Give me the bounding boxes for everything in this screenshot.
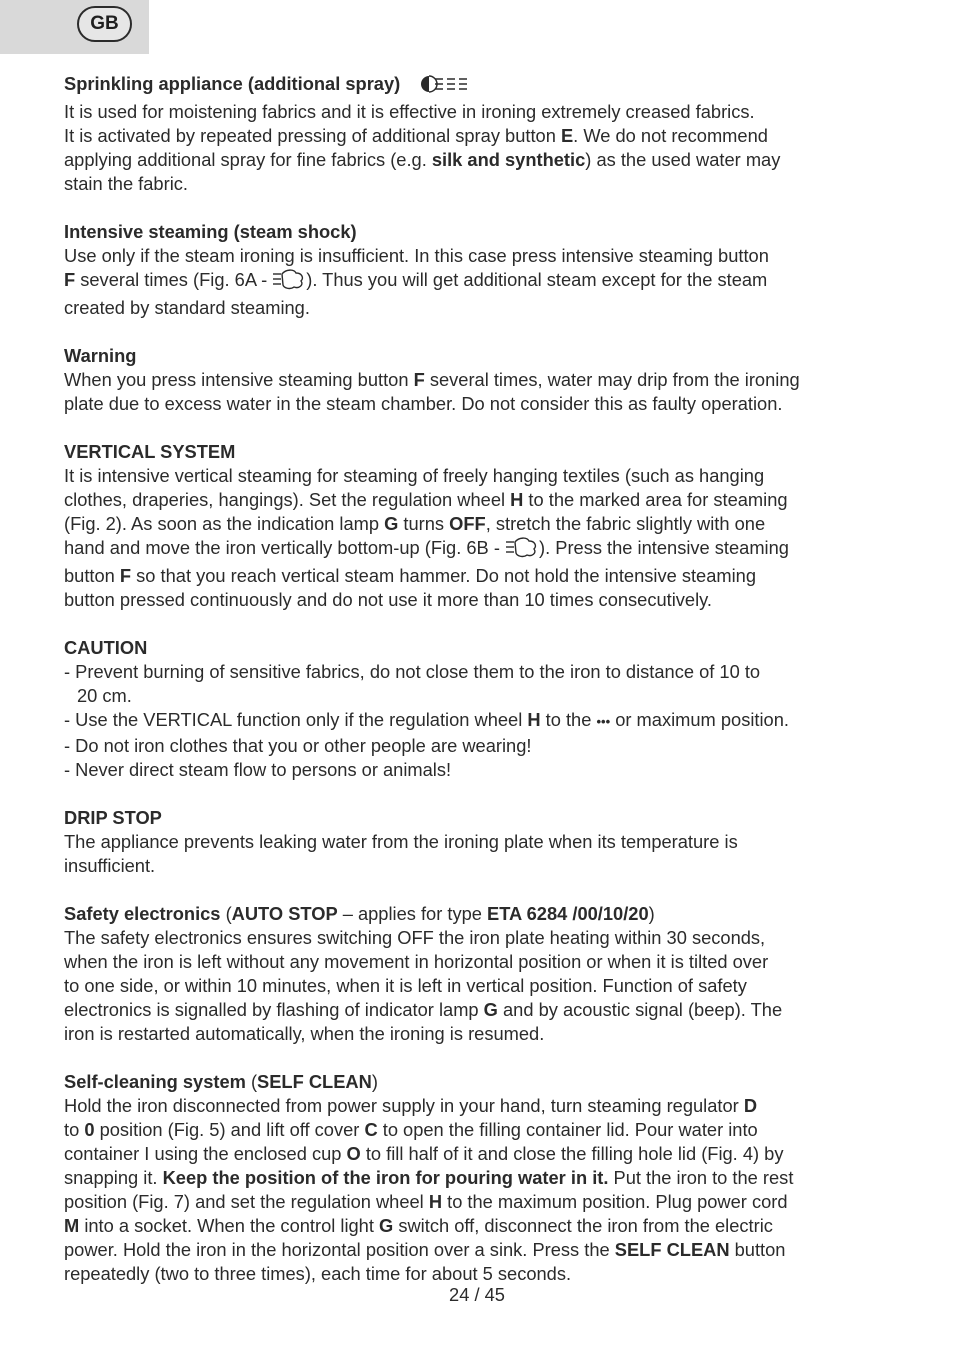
vertical-steam-icon bbox=[505, 536, 539, 564]
section-additional-spray bbox=[64, 72, 894, 196]
section-caution bbox=[64, 636, 894, 782]
body-line: applying additional spray for fine fabrics (e.g. silk and synthetic) as the used water may bbox=[64, 149, 781, 170]
body-line: It is used for moistening fabrics and it is effective in ironing extremely creased fabrics. bbox=[64, 101, 755, 122]
body-line: button pressed continuously and do not use it more than 10 times consecutively. bbox=[64, 589, 713, 610]
body-line: The safety electronics ensures switching OFF the iron plate heating within 30 seconds, bbox=[64, 927, 766, 948]
body-line: (Fig. 2). As soon as the indication lamp G turns OFF, stretch the fabric slightly with one bbox=[64, 513, 766, 534]
section-self-cleaning bbox=[64, 1070, 894, 1286]
language-badge: GB bbox=[77, 6, 132, 42]
section-intensive-steaming bbox=[64, 220, 894, 320]
section-title: Warning bbox=[64, 345, 137, 366]
body-line: position (Fig. 7) and set the regulation wheel H to the maximum position. Plug power cord bbox=[64, 1191, 788, 1212]
body-line: to one side, or within 10 minutes, when it is left in vertical position. Function of safety bbox=[64, 975, 747, 996]
manual-content bbox=[64, 72, 894, 1310]
body-line: container I using the enclosed cup O to fill half of it and close the filling hole lid (Fig. 4) by bbox=[64, 1143, 784, 1164]
section-drip-stop bbox=[64, 806, 894, 878]
section-vertical-system bbox=[64, 440, 894, 612]
bullet-item-continuation: 20 cm. bbox=[77, 685, 132, 706]
body-line: created by standard steaming. bbox=[64, 297, 310, 318]
body-line: hand and move the iron vertically bottom-up (Fig. 6B - ). Press the intensive steaming bbox=[64, 536, 894, 564]
steam-shock-icon bbox=[272, 268, 306, 296]
body-line: stain the fabric. bbox=[64, 173, 188, 194]
body-line: The appliance prevents leaking water from the ironing plate when its temperature is bbox=[64, 831, 738, 852]
section-safety-electronics bbox=[64, 902, 894, 1046]
bullet-item: - Use the VERTICAL function only if the regulation wheel H to the ••• or maximum position. bbox=[64, 709, 789, 730]
body-line: Hold the iron disconnected from power supply in your hand, turn steaming regulator D bbox=[64, 1095, 758, 1116]
bullet-item: - Prevent burning of sensitive fabrics, do not close them to the iron to distance of 10 to bbox=[64, 661, 761, 682]
body-line: M into a socket. When the control light G switch off, disconnect the iron from the electric bbox=[64, 1215, 773, 1236]
section-title: CAUTION bbox=[64, 637, 148, 658]
bullet-item: - Never direct steam flow to persons or animals! bbox=[64, 759, 452, 780]
body-line: electronics is signalled by flashing of indicator lamp G and by acoustic signal (beep). The bbox=[64, 999, 783, 1020]
body-line: F several times (Fig. 6A - ). Thus you will get additional steam except for the steam bbox=[64, 268, 894, 296]
section-title: Sprinkling appliance (additional spray) bbox=[64, 73, 401, 94]
body-line: plate due to excess water in the steam chamber. Do not consider this as faulty operation. bbox=[64, 393, 783, 414]
body-line: to 0 position (Fig. 5) and lift off cover C to open the filling container lid. Pour water into bbox=[64, 1119, 758, 1140]
body-line: insufficient. bbox=[64, 855, 156, 876]
body-line: snapping it. Keep the position of the iron for pouring water in it. Put the iron to the rest bbox=[64, 1167, 794, 1188]
body-line: Use only if the steam ironing is insufficient. In this case press intensive steaming button bbox=[64, 245, 769, 266]
body-line: when the iron is left without any movement in horizontal position or when it is tilted over bbox=[64, 951, 769, 972]
body-line: repeatedly (two to three times), each time for about 5 seconds. bbox=[64, 1263, 572, 1284]
bullet-item: - Do not iron clothes that you or other people are wearing! bbox=[64, 735, 532, 756]
section-title: Safety electronics (AUTO STOP – applies for type ETA 6284 /00/10/20) bbox=[64, 903, 655, 924]
three-dots-symbol: ••• bbox=[596, 714, 611, 729]
body-line: button F so that you reach vertical steam hammer. Do not hold the intensive steaming bbox=[64, 565, 757, 586]
page-number: 24 / 45 bbox=[449, 1284, 505, 1305]
body-line: power. Hold the iron in the horizontal position over a sink. Press the SELF CLEAN button bbox=[64, 1239, 786, 1260]
body-line: iron is restarted automatically, when the ironing is resumed. bbox=[64, 1023, 545, 1044]
section-title: Self-cleaning system (SELF CLEAN) bbox=[64, 1071, 378, 1092]
section-title: VERTICAL SYSTEM bbox=[64, 441, 236, 462]
spray-icon bbox=[419, 74, 471, 100]
body-line: It is intensive vertical steaming for steaming of freely hanging textiles (such as hanging bbox=[64, 465, 765, 486]
section-title: DRIP STOP bbox=[64, 807, 162, 828]
language-tab bbox=[0, 0, 149, 54]
body-line: When you press intensive steaming button F several times, water may drip from the ironing bbox=[64, 369, 800, 390]
body-line: It is activated by repeated pressing of additional spray button E. We do not recommend bbox=[64, 125, 768, 146]
section-warning bbox=[64, 344, 894, 416]
section-title: Intensive steaming (steam shock) bbox=[64, 221, 357, 242]
body-line: clothes, draperies, hangings). Set the regulation wheel H to the marked area for steaming bbox=[64, 489, 788, 510]
